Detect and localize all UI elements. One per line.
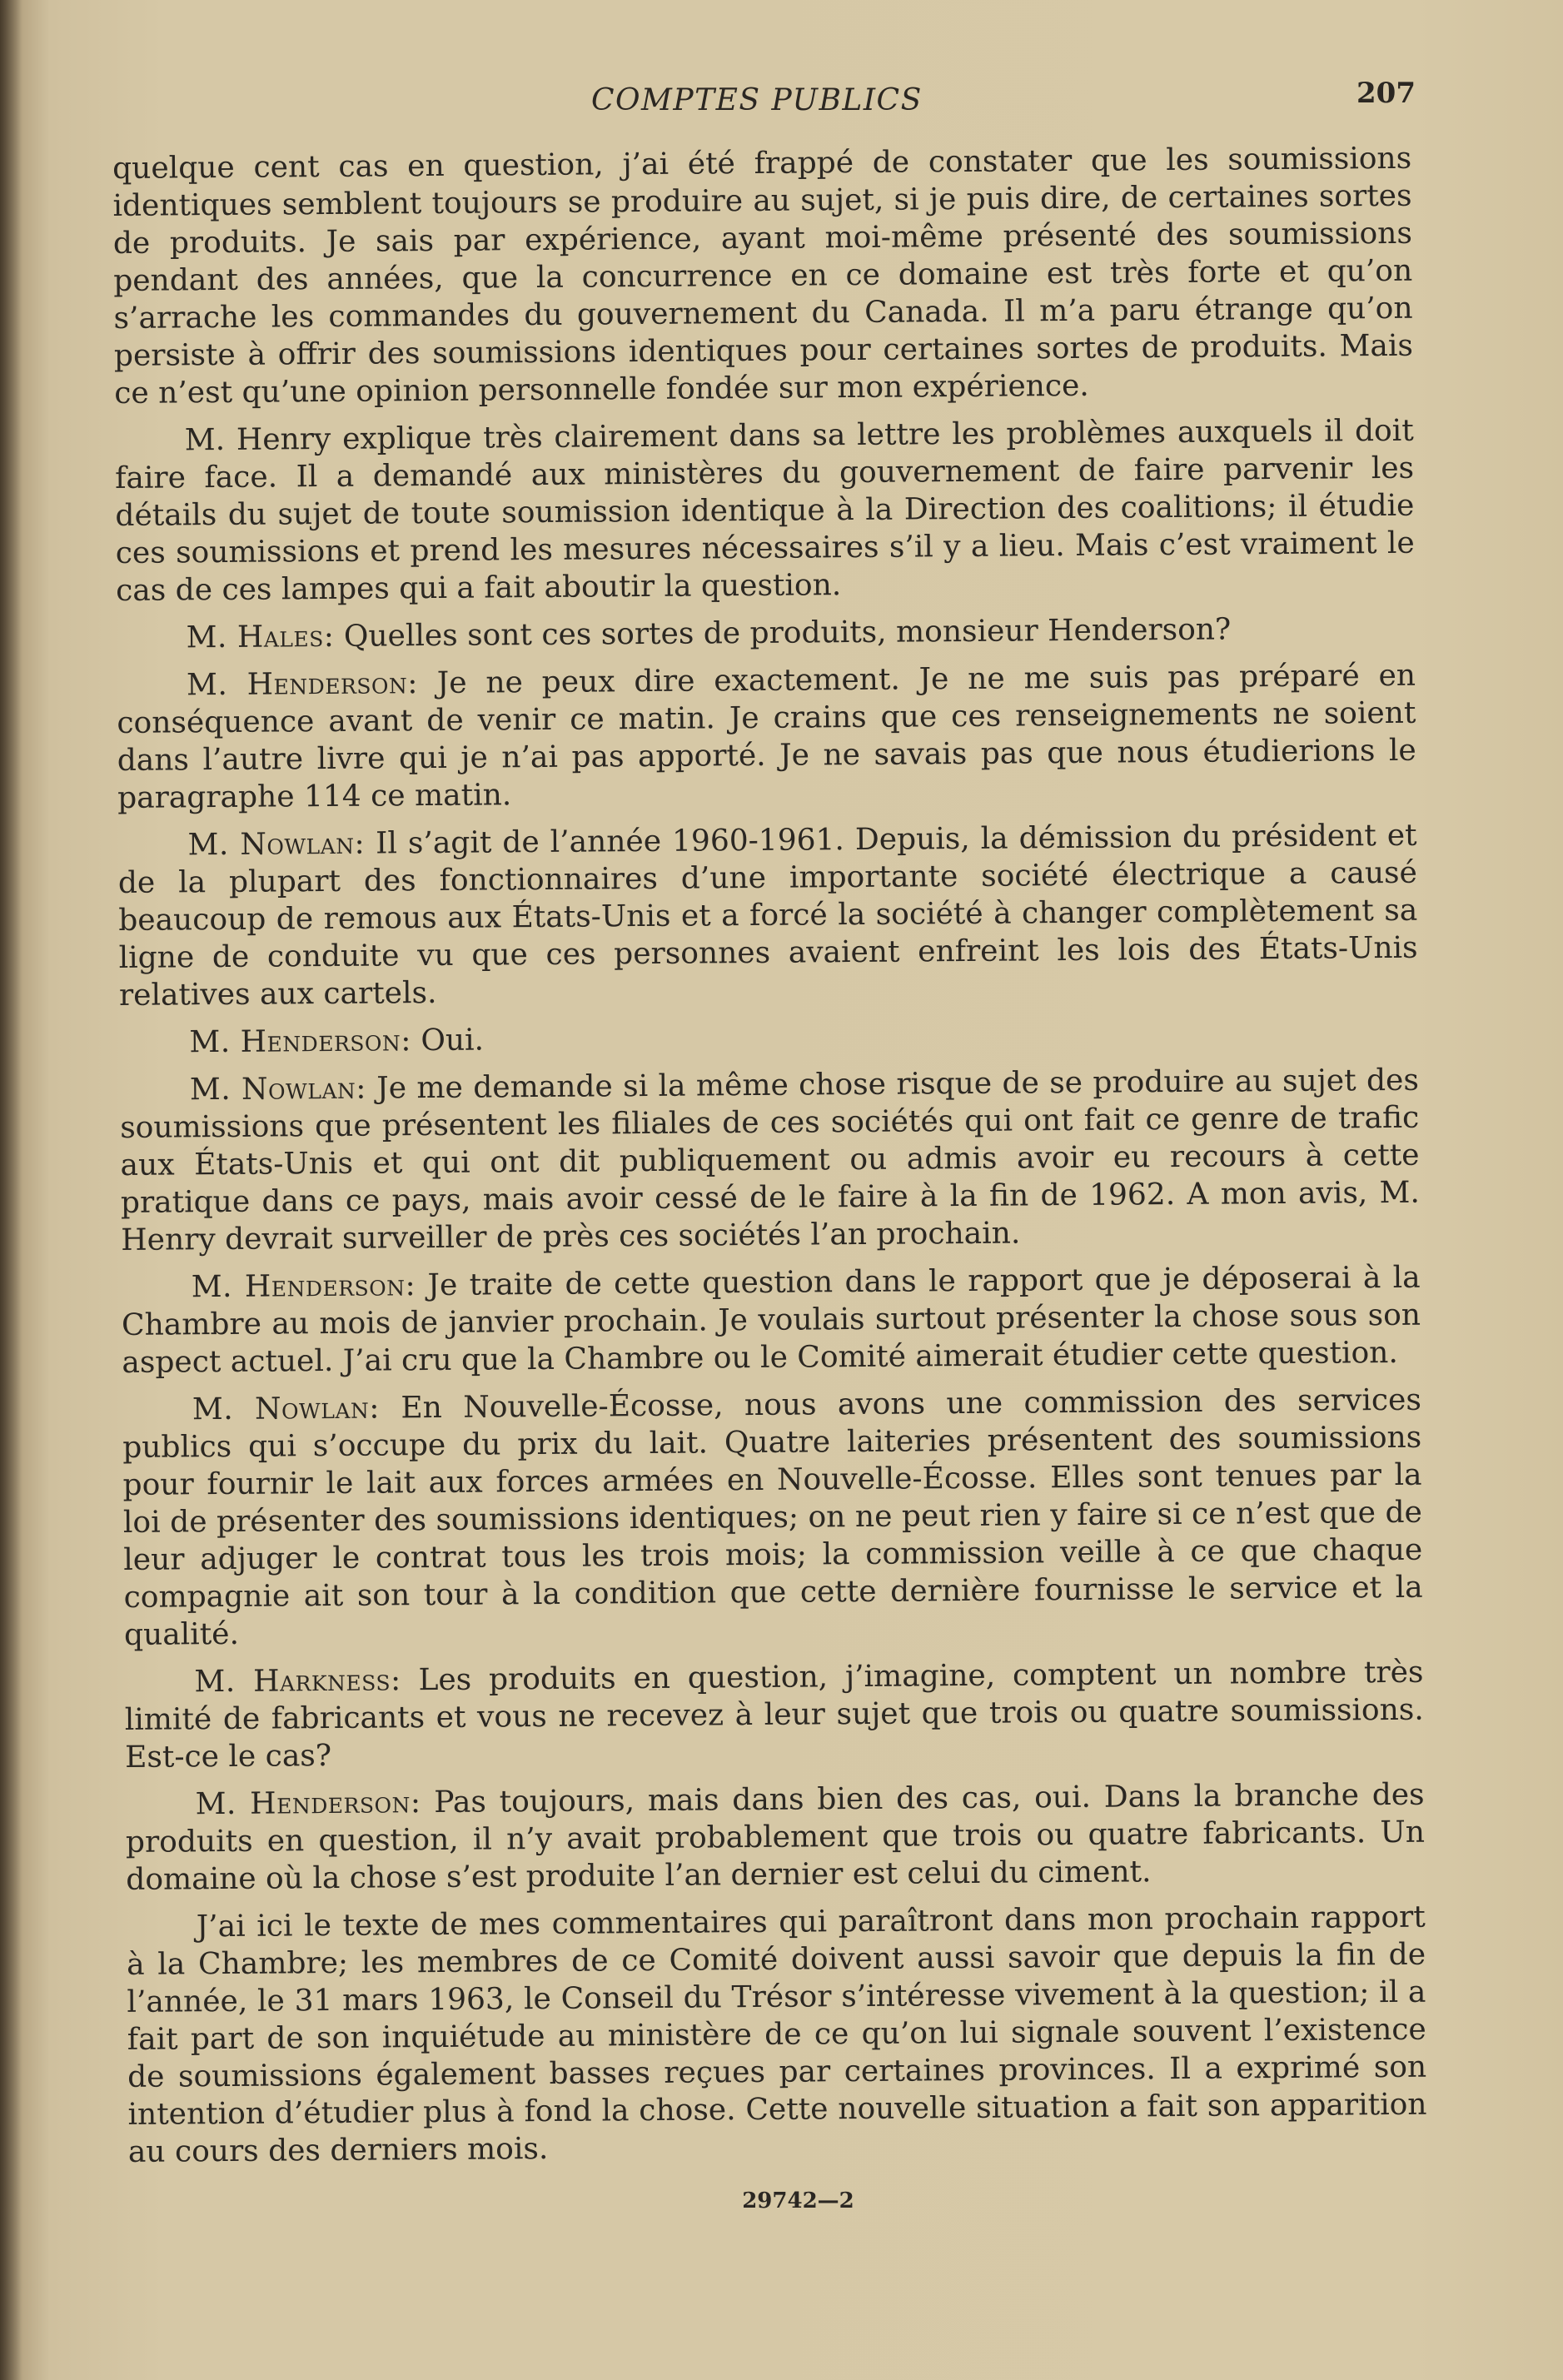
paragraph bbox=[124, 1654, 1424, 1776]
speaker-name: M. Henderson: bbox=[191, 1268, 416, 1305]
paragraph-text: Pas toujours, mais dans bien des cas, oui. Dans la branche des produits en question, il n’y avait probablement que trois ou quatre fabricants. Un domaine où la chose s’est produite l’an dernier est celui du ciment. bbox=[125, 1777, 1426, 1897]
paragraph bbox=[122, 1382, 1423, 1654]
running-title: COMPTES PUBLICS bbox=[591, 83, 923, 117]
paragraph-text: quelque cent cas en question, j’ai été frappé de constater que les soumissions identiques semblent toujours se produire au sujet, si je puis dire, de certaines sortes de produits. Je sais par expérience, ayant moi-même présenté des soumissions pendant des années, que la concurrence en ce domaine est très forte et qu’on s’arrache les commandes du gouvernement du Canada. Il m’a paru étrange qu’on persiste à offrir des soumissions identiques pour certaines sortes de produits. Mais ce n’est qu’une opinion personnelle fondée sur mon expérience. bbox=[112, 141, 1414, 411]
paragraph bbox=[120, 1062, 1421, 1259]
paragraph bbox=[119, 1014, 1418, 1062]
paragraph-text: Il s’agit de l’année 1960-1961. Depuis, la démission du président et de la plupart des fonctionnaires d’une importante société électrique a causé beaucoup de remous aux États-Unis et a forcé la société à changer complètement sa ligne de conduite vu que ces personnes avaient enfreint les lois des États-Unis relatives aux cartels. bbox=[117, 818, 1418, 1013]
paragraph-text: Je ne peux dire exactement. Je ne me suis pas préparé en conséquence avant de venir ce matin. Je crains que ces renseignements ne soient dans l’autre livre qui je n’ai pas apporté. Je ne savais pas que nous étudierions le paragraphe 114 ce matin. bbox=[117, 658, 1416, 815]
printer-signature-mark: 29742—2 bbox=[742, 2188, 854, 2213]
speaker-name: M. Henderson: bbox=[189, 1023, 412, 1060]
paragraph-text: Oui. bbox=[421, 1023, 485, 1058]
speaker-name: M. Hales: bbox=[186, 619, 335, 655]
paragraph bbox=[112, 140, 1413, 412]
page-body bbox=[112, 140, 1427, 2181]
paragraph bbox=[127, 1899, 1427, 2171]
paragraph-text: J’ai ici le texte de mes commentaires qui paraîtront dans mon prochain rapport à la Chambre; les membres de ce Comité doivent aussi savoir que depuis la fin de l’année, le 31 mars 1963, le Conseil du Trésor s’intéresse vivement à la question; il a fait part de son inquiétude au ministère de ce qu’on lui signale souvent l’existence de soumissions également basses reçues par certaines provinces. Il a exprimé son intention d’étudier plus à fond la chose. Cette nouvelle situation a fait son apparition au cours des derniers mois. bbox=[126, 1900, 1427, 2169]
paragraph-text: Je traite de cette question dans le rapport que je déposerai à la Chambre au mois de janvier prochain. Je voulais surtout présenter la chose sous son aspect actuel. J’ai cru que la Chambre ou le Comité aimerait étudier cette question. bbox=[121, 1260, 1421, 1380]
paragraph bbox=[125, 1776, 1425, 1899]
page-header bbox=[108, 77, 1416, 127]
page-gutter-shadow bbox=[0, 0, 22, 2380]
page-footer bbox=[0, 2188, 1563, 2213]
paragraph-text: En Nouvelle-Écosse, nous avons une commission des services publics qui s’occupe du prix du lait. Quatre laiteries présentent des soumissions pour fournir le lait aux forces armées en Nouvelle-Écosse. Elles sont tenues par la loi de présenter des soumissions identiques; on ne peut rien y faire si ce n’est que de leur adjuger le contrat tous les trois mois; la commission veille à ce que chaque compagnie ait son tour à la condition que cette dernière fournisse le service et la qualité. bbox=[122, 1382, 1423, 1652]
paragraph-text: Quelles sont ces sortes de produits, monsieur Henderson? bbox=[343, 612, 1232, 654]
paragraph bbox=[115, 412, 1416, 610]
speaker-name: M. Harkness: bbox=[194, 1663, 401, 1700]
paragraph-text: Les produits en question, j’imagine, comptent un nombre très limité de fabricants et vous ne recevez à leur sujet que trois ou quatre soumissions. Est-ce le cas? bbox=[124, 1655, 1424, 1775]
speaker-name: M. Nowlan: bbox=[192, 1391, 381, 1427]
paragraph bbox=[122, 1259, 1421, 1382]
page-number: 207 bbox=[1356, 77, 1416, 110]
speaker-name: M. Henderson: bbox=[186, 666, 419, 703]
speaker-name: M. Nowlan: bbox=[187, 826, 366, 863]
speaker-name: M. Henderson: bbox=[195, 1785, 421, 1822]
paragraph bbox=[116, 610, 1415, 657]
speaker-name: M. Nowlan: bbox=[189, 1071, 367, 1108]
paragraph bbox=[117, 657, 1416, 817]
paragraph-text: M. Henry explique très clairement dans sa lettre les problèmes auxquels il doit faire face. Il a demandé aux ministères du gouvernement de faire parvenir les détails du sujet de toute soumission identique à la Direction des coalitions; il étudie ces soumissions et prend les mesures nécessaires s’il y a lieu. Mais c’est vraiment le cas de ces lampes qui a fait aboutir la question. bbox=[114, 413, 1415, 608]
paragraph bbox=[117, 817, 1418, 1014]
paragraph-text: Je me demande si la même chose risque de se produire au sujet des soumissions que présentent les filiales de ces sociétés qui ont fait ce genre de trafic aux États-Unis et qui ont dit publiquement ou admis avoir eu recours à cette pratique dans ce pays, mais avoir cessé de le faire à la fin de 1962. A mon avis, M. Henry devrait surveiller de près ces sociétés l’an prochain. bbox=[120, 1063, 1421, 1257]
